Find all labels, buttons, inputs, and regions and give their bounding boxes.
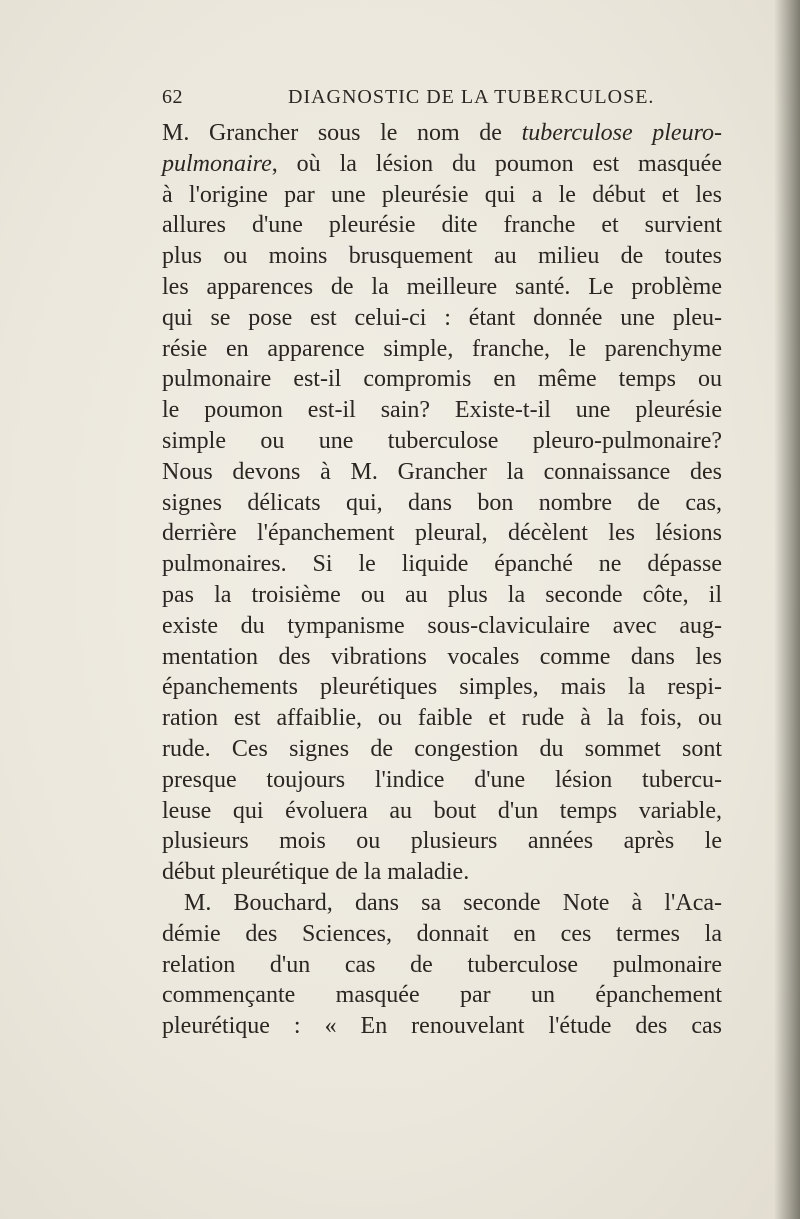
text-line: derrière l'épanchement pleural, décèlent les lésions (162, 520, 722, 547)
text-line: ration est affaiblie, ou faible et rude à la fois, ou (162, 705, 722, 732)
text-segment: M. Grancher sous le nom de (162, 120, 522, 146)
text-line: épanchements pleurétiques simples, mais la respi- (162, 674, 722, 701)
text-line: démie des Sciences, donnait en ces termes la (162, 920, 722, 947)
text-line: à l'origine par une pleurésie qui a le début et les (162, 181, 722, 208)
italic-term: pulmonaire (162, 150, 272, 177)
text-line: rude. Ces signes de congestion du sommet sont (162, 735, 722, 762)
text-line: leuse qui évoluera au bout d'un temps variable, (162, 797, 722, 824)
text-line: le poumon est-il sain? Existe-t-il une pleurésie (162, 397, 722, 424)
text-line: résie en apparence simple, franche, le parenchyme (162, 335, 722, 362)
text-line: plusieurs mois ou plusieurs années après le (162, 828, 722, 855)
text-line: signes délicats qui, dans bon nombre de cas, (162, 489, 722, 516)
text-line: pulmonaire est-il compromis en même temps ou (162, 366, 722, 393)
text-line: début pleurétique de la maladie. (162, 859, 470, 886)
body-text (162, 118, 722, 1042)
text-line: pulmonaires. Si le liquide épanché ne dépasse (162, 551, 722, 578)
page-gutter-shadow (774, 0, 800, 1219)
text-line: relation d'un cas de tuberculose pulmonaire (162, 951, 722, 978)
page-number: 62 (162, 86, 183, 108)
text-line: allures d'une pleurésie dite franche et survient (162, 212, 722, 239)
text-line: pas la troisième ou au plus la seconde côte, il (162, 581, 722, 608)
text-line (162, 149, 722, 180)
text-segment: , où la lésion du poumon est masquée (271, 150, 722, 177)
text-line: M. Bouchard, dans sa seconde Note à l'Aca- (184, 889, 722, 916)
text-line: commençante masquée par un épanchement (162, 982, 722, 1009)
text-line: mentation des vibrations vocales comme dans les (162, 643, 722, 670)
italic-term: tuberculose pleuro- (521, 120, 723, 146)
text-line: les apparences de la meilleure santé. Le problème (162, 273, 722, 300)
text-line: pleurétique : « En renouvelant l'étude des cas (162, 1013, 722, 1040)
text-line: Nous devons à M. Grancher la connaissance des (162, 458, 722, 485)
text-line: simple ou une tuberculose pleuro-pulmonaire? (162, 427, 722, 454)
text-line: presque toujours l'indice d'une lésion tubercu- (162, 766, 722, 793)
text-line (162, 118, 722, 149)
text-line: plus ou moins brusquement au milieu de toutes (162, 243, 722, 270)
text-line: existe du tympanisme sous-claviculaire avec aug- (162, 612, 722, 639)
running-head (162, 86, 722, 116)
running-title: DIAGNOSTIC DE LA TUBERCULOSE. (288, 86, 655, 108)
text-line: qui se pose est celui-ci : étant donnée une pleu- (162, 304, 722, 331)
